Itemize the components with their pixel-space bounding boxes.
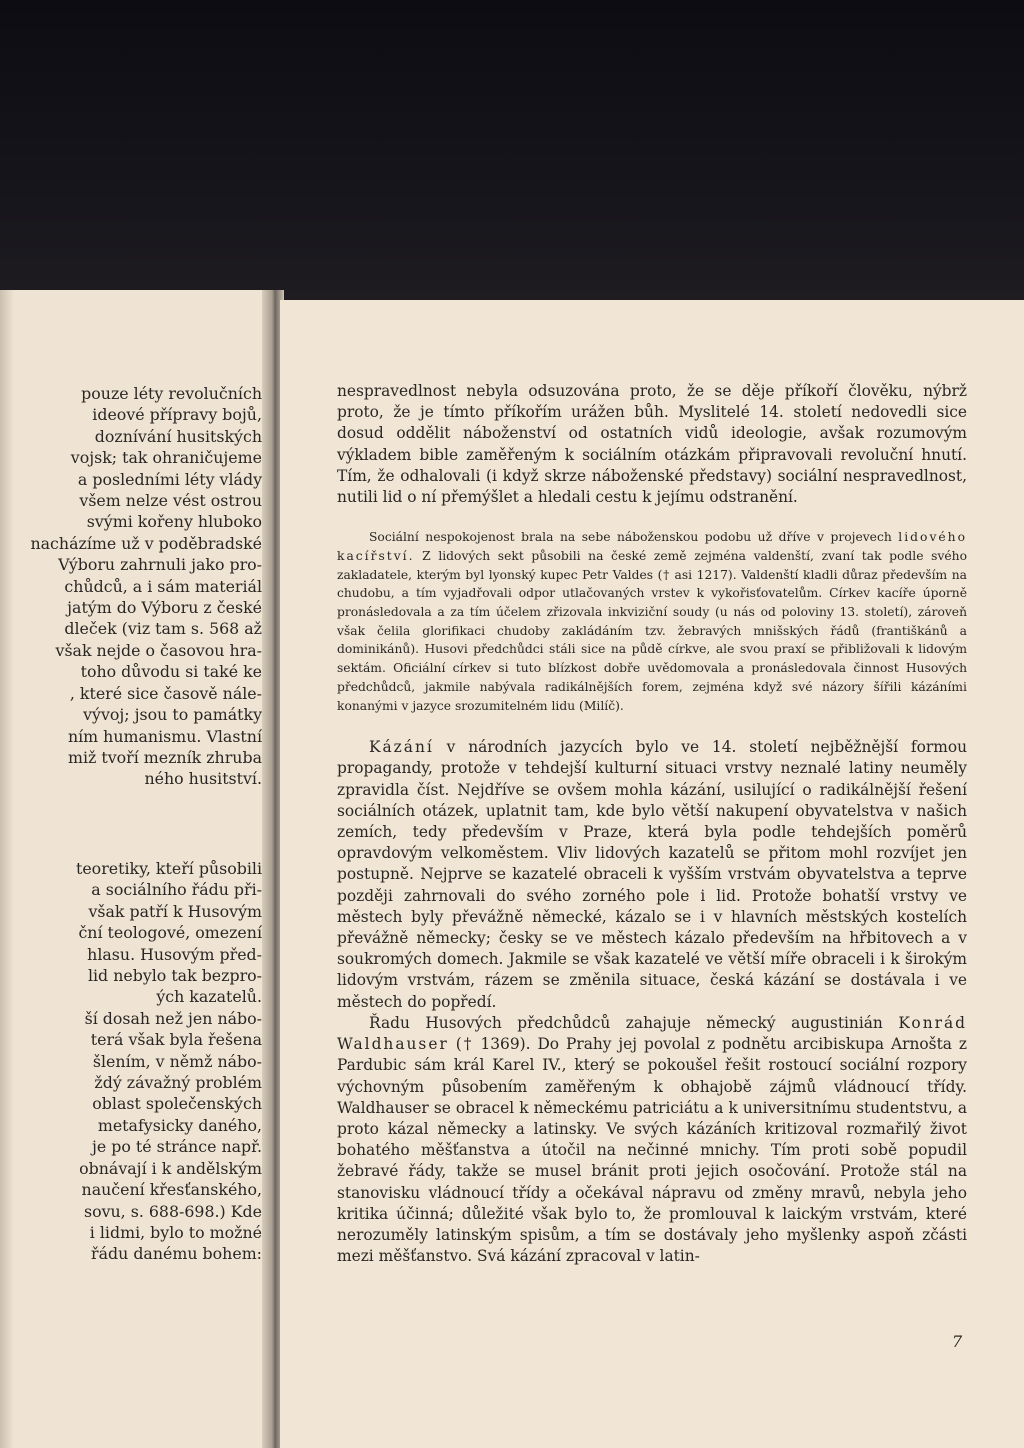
left-page-line: miž tvoří mezník zhruba: [67, 747, 262, 767]
paragraph-waldhauser: [337, 1013, 967, 1267]
left-page-line: a sociálního řádu při-: [91, 880, 262, 900]
left-page-line: ného husitství.: [144, 769, 262, 789]
left-page-line: však patří k Husovým: [88, 901, 262, 921]
left-page-line: hlasu. Husovým před-: [87, 944, 262, 964]
paragraph-intro: nespravedlnost nebyla odsuzována proto, že se děje příkoří člověku, nýbrž proto, že je tímto příkořím urážen bůh. Myslitelé 14. století nedovedli sice dosud oddělit náboženství od ostatních vidů ideologie, avšak rozumovým výkladem bible zaměřeným k sociálním otázkám připravovali revoluční hnutí. Tím, že odhalovali (i když skrze náboženské představy) sociální nespravedlnost, nutili lid o ní přemýšlet a hledali cestu k jejímu odstranění.: [337, 382, 967, 507]
left-page-line: dleček (viz tam s. 568 až: [64, 619, 262, 639]
left-page-line: toho důvodu si také ke: [80, 662, 262, 682]
page-number: 7: [952, 1332, 963, 1351]
right-page-body: [337, 381, 967, 1267]
left-page-line: naučení křesťanského,: [81, 1180, 262, 1200]
left-page-line: ním humanismu. Vlastní: [67, 726, 262, 746]
left-page-line: ší dosah než jen nábo-: [84, 1008, 262, 1028]
paragraph-sermons: [337, 737, 967, 1013]
left-page-line: nacházíme už v poděbradské: [30, 533, 262, 553]
left-page-line: lid nebylo tak bezpro-: [87, 966, 262, 986]
left-page-line: ční teologové, omezení: [78, 923, 262, 943]
left-page-line: ých kazatelů.: [156, 987, 262, 1007]
left-page-line: vývoj; jsou to památky: [83, 705, 262, 725]
left-page-top-text: [30, 383, 262, 790]
left-page-line: Výboru zahrnuli jako pro-: [58, 555, 262, 575]
left-page-line: je po té stránce např.: [92, 1137, 262, 1157]
footnote-emphasis: lidového kacířství.: [337, 530, 967, 563]
left-page-line: ždý závažný problém: [94, 1073, 262, 1093]
left-page-line: pouze léty revolučních: [81, 384, 262, 403]
footnote-text-start: Sociální nespokojenost brala na sebe náboženskou podobu už dříve v projevech: [369, 530, 892, 545]
paragraph-sermons-text: v národních jazycích bylo ve 14. století nejběžnější formou propagandy, protože v tehdejší kulturní situaci vrstvy neznalé latiny neuměly zpravidla číst. Nejdříve se ovšem mohla kázání, usilující o radikálnější řešení sociálních otázek, uplatnit tam, kde bylo větší nakupení obyvatelstva v našich zemích, tedy především v Praze, která byla podle tehdejších poměrů opravdovým velkoměstem. Vliv lidových kazatelů se přitom mohl rozvíjet jen postupně. Nejprve se kazatelé obraceli k vyšším vrstvám obyvatelstva a teprve později zahrnovali do svého zorného pole i lid. Protože bohatší vrstvy ve městech byly převážně německé, kázalo se i v hlavních městských kostelích převážně německy; česky se ve městech kázalo především na hřbitovech a v soukromých domech. Jakmile se však kazatelé ve větší míře obraceli i k širokým lidovým vrstvám, rázem se změnila situace, česká kázání se dostávala i ve městech do popředí.: [337, 738, 967, 1011]
left-page-line: šlením, v němž nábo-: [92, 1051, 262, 1071]
left-page-bottom-text: [76, 858, 262, 1265]
left-page-line: doznívání husitských: [94, 426, 262, 446]
left-page-line: metafysicky daného,: [97, 1115, 262, 1135]
left-page-line: obnávají i k andělským: [79, 1158, 262, 1178]
left-page-line: svými kořeny hluboko: [86, 512, 262, 532]
left-page-line: však nejde o časovou hra-: [55, 640, 262, 660]
left-page-line: oblast společenských: [92, 1094, 262, 1114]
left-page-line: ideové přípravy bojů,: [92, 405, 262, 425]
left-page-line: sovu, s. 688-698.) Kde: [83, 1201, 262, 1221]
left-page-line: řádu danému bohem:: [91, 1244, 262, 1264]
paragraph-waldhauser-name: Konrád Waldhauser: [337, 1013, 967, 1054]
dark-background: [0, 0, 1024, 300]
left-page-line: a posledními léty vlády: [77, 469, 262, 489]
left-page: [0, 290, 272, 1448]
left-page-line: terá však byla řešena: [90, 1030, 262, 1050]
left-page-line: vojsk; tak ohraničujeme: [70, 448, 262, 468]
paragraph-sermons-emphasis: Kázání: [369, 738, 434, 757]
paragraph-waldhauser-rest: († 1369). Do Prahy jej povolal z podnětu arcibiskupa Arnošta z Pardubic sám král Karel IV., který se pokoušel řešit rostoucí sociální rozpory výchovným působením zaměřeným k obhajobě zájmů vládnoucí třídy. Waldhauser se obracel k německému patriciátu a k universitnímu studentstvu, a proto kázal německy a latinsky. Ve svých kázáních kritizoval rozmařilý život bohatého měšťanstva a útočil na nečinné mnichy. Tím proti sobě popudil žebravé řády, takže se musel bránit proti jejich osočování. Protože stál na stanovisku vládnoucí třídy a očekával nápravu od změny mravů, nebyla jeho kritika účinná; důležité však bylo to, že promlouval k laickým vrstvám, které nerozuměly latinským spisům, a tím se dostávaly jeho myšlenky aspoň zčásti mezi měšťanstvo. Svá kázání zpracoval v latin-: [337, 1035, 967, 1266]
left-page-line: všem nelze vést ostrou: [79, 491, 262, 511]
left-page-line: chůdců, a i sám materiál: [64, 576, 262, 596]
left-page-line: , které sice časově nále-: [69, 683, 262, 703]
footnote-paragraph: [337, 528, 967, 715]
footnote-text-rest: Z lidových sekt působili na české země zejména valdenští, zvaní tak podle svého zakladatele, kterým byl lyonský kupec Petr Valdes († asi 1217). Valdenští kladli důraz především na chudobu, a tím vyjadřovali odpor utlačovaných vrstev k vykořisťovatelům. Církev kacíře úporně pronásledovala a za tím účelem zřizovala inkviziční soudy (u nás od poloviny 13. století), zároveň však čelila glorifikaci chudoby zakládáním tzv. žebravých mnišských řádů (františkánů a dominikánů). Husovi předchůdci stáli sice na půdě církve, ale svou praxí se přibližovali k lidovým sektám. Oficiální církev si tuto blízkost dobře uvědomovala a pronásledovala činnost Husových předchůdců, jakmile nabývala radikálnějších forem, zejména když své názory šířili kázáními konanými v jazyce srozumitelném lidu (Milíč).: [337, 548, 967, 713]
left-page-line: teoretiky, kteří působili: [75, 859, 262, 878]
left-page-line: jatým do Výboru z české: [67, 598, 262, 618]
left-page-line: i lidmi, bylo to možné: [89, 1222, 262, 1242]
right-page: [280, 300, 1024, 1448]
paragraph-waldhauser-start: Řadu Husových předchůdců zahajuje německý augustinián: [369, 1013, 899, 1032]
